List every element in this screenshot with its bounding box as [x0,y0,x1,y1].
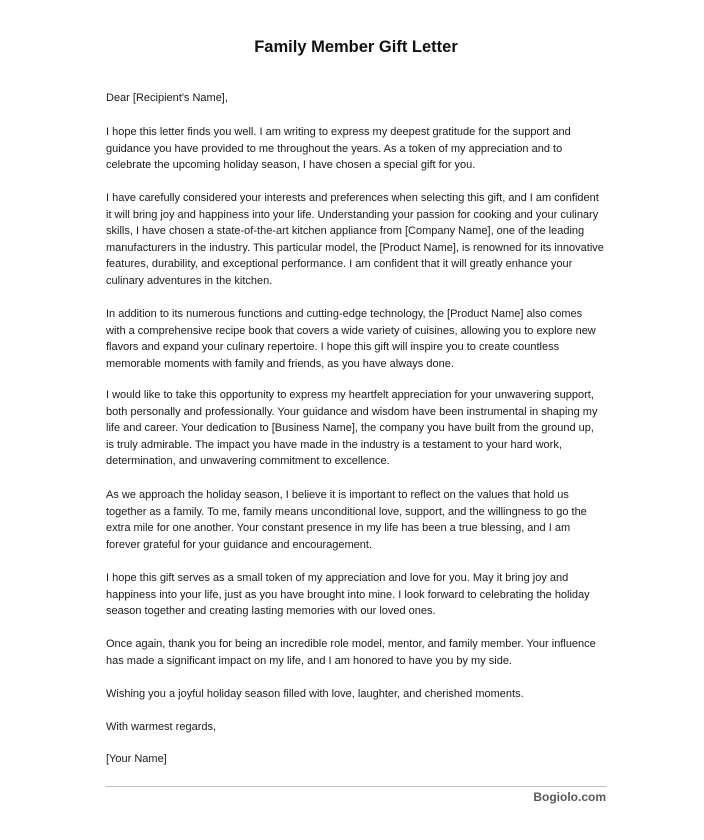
footer-divider [106,786,606,787]
letter-signature: [Your Name] [106,753,167,765]
letter-salutation: Dear [Recipient's Name], [106,92,228,104]
letter-paragraph-5: As we approach the holiday season, I believe it is important to reflect on the values that hold us together as a family. To me, family means unconditional love, support, and the willingness to go the extra mile for one another. Your constant presence in my life has been a true blessing, and I am forever grateful for your guidance and encouragement. [106,489,587,551]
letter-paragraph-2: I have carefully considered your interests and preferences when selecting this gift, and I am confident it will bring joy and happiness into your life. Understanding your passion for cooking and your culinary skills, I have chosen a state-of-the-art kitchen appliance from [Company Name], one of the leading manufacturers in the industry. This particular model, the [Product Name], is renowned for its innovative features, durability, and exceptional performance. I am confident that it will greatly enhance your culinary adventures in the kitchen. [106,192,604,287]
letter-title: Family Member Gift Letter [254,38,458,56]
letter-paragraph-8: Wishing you a joyful holiday season filled with love, laughter, and cherished moments. [106,688,524,700]
letter-paragraph-3: In addition to its numerous functions and cutting-edge technology, the [Product Name] also comes with a comprehensive recipe book that covers a wide variety of cuisines, allowing you to explore new flavors and expand your culinary repertoire. I hope this gift will inspire you to create countless memorable moments with family and friends, as you have always done. [106,308,596,370]
letter-closing: With warmest regards, [106,721,217,733]
footer-brand: Bogiolo.com [533,790,606,804]
letter-paragraph-7: Once again, thank you for being an incredible role model, mentor, and family member. Your influence has made a significant impact on my life, and I am honored to have you by my side. [106,638,596,667]
letter-paragraph-1: I hope this letter finds you well. I am writing to express my deepest gratitude for the support and guidance you have provided to me throughout the years. As a token of my appreciation and to celebrate the upcoming holiday season, I have chosen a special gift for you. [106,126,571,171]
letter-paragraph-4: I would like to take this opportunity to express my heartfelt appreciation for your unwavering support, both personally and professionally. Your guidance and wisdom have been instrumental in shaping my life and career. Your dedication to [Business Name], the company you have built from the ground up, is truly admirable. The impact you have made in the industry is a testament to your hard work, determination, and unwavering commitment to excellence. [106,389,598,467]
letter-paragraph-6: I hope this gift serves as a small token of my appreciation and love for you. May it bring joy and happiness into your life, just as you have brought into mine. I look forward to celebrating the holiday season together and creating lasting memories with our loved ones. [106,572,590,617]
